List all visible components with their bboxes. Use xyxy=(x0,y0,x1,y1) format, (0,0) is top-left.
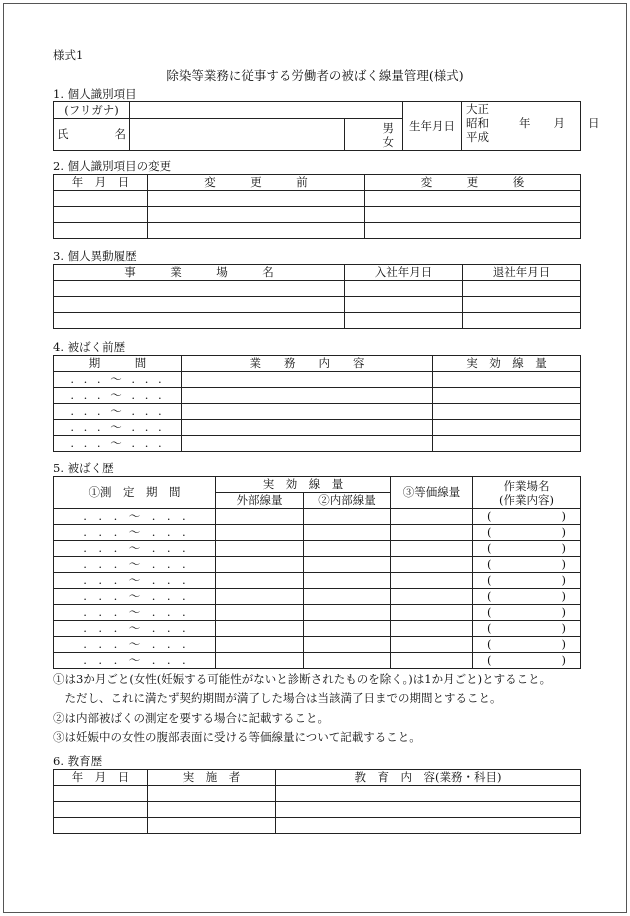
period-cell[interactable]: . . . 〜 . . . xyxy=(54,589,216,605)
table-cell[interactable] xyxy=(54,191,148,207)
header-effective-dose: 実 効 線 量 xyxy=(216,477,391,493)
workplace-cell[interactable]: ( ) xyxy=(473,541,581,557)
table-cell[interactable] xyxy=(182,388,433,404)
table-cell[interactable] xyxy=(182,436,433,452)
table-cell[interactable] xyxy=(304,541,391,557)
period-cell[interactable]: . . . 〜 . . . xyxy=(54,525,216,541)
table-cell[interactable] xyxy=(148,802,276,818)
dob-ymd: 年 月 日 xyxy=(519,116,600,130)
furigana-label: (フリガナ) xyxy=(54,102,130,119)
table-cell[interactable] xyxy=(148,818,276,834)
header-implementer: 実 施 者 xyxy=(148,770,276,786)
table-cell[interactable] xyxy=(365,191,581,207)
table-cell[interactable] xyxy=(216,605,304,621)
header-measure-period: ①測 定 期 間 xyxy=(54,477,216,509)
workplace-cell[interactable]: ( ) xyxy=(473,525,581,541)
table-cell[interactable] xyxy=(391,509,473,525)
header-workplace-name: 作業場名 xyxy=(503,478,550,493)
header-work-content: (作業内容) xyxy=(499,492,554,507)
table-cell[interactable] xyxy=(345,297,463,313)
furigana-field[interactable] xyxy=(130,102,403,119)
workplace-cell[interactable]: ( ) xyxy=(473,573,581,589)
table-cell[interactable] xyxy=(463,281,581,297)
table-cell[interactable] xyxy=(433,436,581,452)
header-internal-dose: ②内部線量 xyxy=(304,493,391,509)
table-cell[interactable] xyxy=(182,420,433,436)
table-cell[interactable] xyxy=(304,621,391,637)
exposure-rows xyxy=(54,509,581,669)
table-cell[interactable] xyxy=(433,372,581,388)
table-cell[interactable] xyxy=(148,223,365,239)
workplace-cell[interactable]: ( ) xyxy=(473,621,581,637)
form-label: 様式1 xyxy=(53,48,84,62)
personal-id-table xyxy=(53,101,600,151)
period-cell[interactable]: . . . 〜 . . . xyxy=(54,372,182,388)
exposure-history-table xyxy=(53,476,581,669)
header-equivalent-dose: ③等価線量 xyxy=(391,477,473,509)
workplace-cell[interactable]: ( ) xyxy=(473,637,581,653)
table-cell[interactable] xyxy=(391,589,473,605)
workplace-cell[interactable]: ( ) xyxy=(473,653,581,669)
table-cell[interactable] xyxy=(216,573,304,589)
table-cell[interactable] xyxy=(54,313,345,329)
table-cell[interactable] xyxy=(216,557,304,573)
era-heisei: 平成 xyxy=(466,130,489,144)
era-showa: 昭和 xyxy=(466,116,489,130)
table-cell[interactable] xyxy=(276,818,581,834)
header-period: 期 間 xyxy=(54,356,182,372)
table-cell[interactable] xyxy=(463,297,581,313)
table-cell[interactable] xyxy=(391,653,473,669)
header-workplace xyxy=(473,477,581,509)
header-education-content: 教 育 内 容(業務・科目) xyxy=(276,770,581,786)
workplace-cell[interactable]: ( ) xyxy=(473,589,581,605)
table-cell[interactable] xyxy=(148,207,365,223)
table-cell[interactable] xyxy=(433,420,581,436)
table-cell[interactable] xyxy=(345,281,463,297)
table-cell[interactable] xyxy=(216,637,304,653)
table-cell[interactable] xyxy=(304,557,391,573)
period-cell[interactable]: . . . 〜 . . . xyxy=(54,605,216,621)
workplace-cell[interactable]: ( ) xyxy=(473,509,581,525)
period-cell[interactable]: . . . 〜 . . . xyxy=(54,653,216,669)
header-external-dose: 外部線量 xyxy=(216,493,304,509)
table-cell[interactable] xyxy=(216,621,304,637)
header-date: 年 月 日 xyxy=(54,175,148,191)
table-cell[interactable] xyxy=(182,404,433,420)
note-2: ②は内部被ばくの測定を要する場合に記載すること。 xyxy=(53,711,329,725)
note-1: ①は3か月ごと(女性(妊娠する可能性がないと診断されたものを除く。)は1か月ごと)とすること。 xyxy=(53,672,552,686)
header-before: 変 更 前 xyxy=(148,175,365,191)
table-cell[interactable] xyxy=(304,605,391,621)
transfer-history-table xyxy=(53,264,581,329)
header-after: 変 更 後 xyxy=(365,175,581,191)
table-cell[interactable] xyxy=(391,573,473,589)
name-label: 氏 名 xyxy=(54,119,130,151)
table-cell[interactable] xyxy=(216,653,304,669)
table-cell[interactable] xyxy=(276,802,581,818)
gender-female: 女 xyxy=(382,134,394,149)
header-leave-date: 退社年月日 xyxy=(463,265,581,281)
table-cell[interactable] xyxy=(148,191,365,207)
header-date: 年 月 日 xyxy=(54,770,148,786)
table-cell[interactable] xyxy=(54,818,148,834)
section-4-heading: 4. 被ばく前歴 xyxy=(53,340,126,354)
table-cell[interactable] xyxy=(365,223,581,239)
name-field[interactable] xyxy=(130,119,345,151)
period-cell[interactable]: . . . 〜 . . . xyxy=(54,541,216,557)
period-cell[interactable]: . . . 〜 . . . xyxy=(54,573,216,589)
table-cell[interactable] xyxy=(433,404,581,420)
table-cell[interactable] xyxy=(391,525,473,541)
table-cell[interactable] xyxy=(304,589,391,605)
table-cell[interactable] xyxy=(276,786,581,802)
period-cell[interactable]: . . . 〜 . . . xyxy=(54,621,216,637)
table-cell[interactable] xyxy=(54,802,148,818)
period-cell[interactable]: . . . 〜 . . . xyxy=(54,388,182,404)
table-cell[interactable] xyxy=(216,509,304,525)
table-cell[interactable] xyxy=(391,557,473,573)
table-cell[interactable] xyxy=(182,372,433,388)
period-cell[interactable]: . . . 〜 . . . xyxy=(54,436,182,452)
table-cell[interactable] xyxy=(391,637,473,653)
workplace-cell[interactable]: ( ) xyxy=(473,605,581,621)
gender-male: 男 xyxy=(382,120,394,135)
section-3-heading: 3. 個人異動履歴 xyxy=(53,249,137,263)
table-cell[interactable] xyxy=(463,313,581,329)
table-cell[interactable] xyxy=(391,621,473,637)
period-cell[interactable]: . . . 〜 . . . xyxy=(54,557,216,573)
workplace-cell[interactable]: ( ) xyxy=(473,557,581,573)
table-cell[interactable] xyxy=(148,786,276,802)
table-cell[interactable] xyxy=(391,541,473,557)
table-cell[interactable] xyxy=(391,605,473,621)
table-cell[interactable] xyxy=(54,281,345,297)
period-cell[interactable]: . . . 〜 . . . xyxy=(54,404,182,420)
section-6-heading: 6. 教育歴 xyxy=(53,754,103,768)
table-cell[interactable] xyxy=(304,637,391,653)
table-cell[interactable] xyxy=(54,297,345,313)
table-cell[interactable] xyxy=(54,786,148,802)
table-cell[interactable] xyxy=(433,388,581,404)
period-cell[interactable]: . . . 〜 . . . xyxy=(54,509,216,525)
note-3: ③は妊娠中の女性の腹部表面に受ける等価線量について記載すること。 xyxy=(53,730,421,744)
table-cell[interactable] xyxy=(304,509,391,525)
section-2-heading: 2. 個人識別項目の変更 xyxy=(53,159,172,173)
header-join-date: 入社年月日 xyxy=(345,265,463,281)
dob-label: 生年月日 xyxy=(403,102,462,151)
header-effective-dose: 実 効 線 量 xyxy=(433,356,581,372)
table-cell[interactable] xyxy=(216,525,304,541)
table-cell[interactable] xyxy=(304,573,391,589)
table-cell[interactable] xyxy=(304,525,391,541)
era-taisho: 大正 xyxy=(466,102,489,116)
table-cell[interactable] xyxy=(54,223,148,239)
table-cell[interactable] xyxy=(216,589,304,605)
table-cell[interactable] xyxy=(304,653,391,669)
education-history-table xyxy=(53,769,581,834)
table-cell[interactable] xyxy=(365,207,581,223)
period-cell[interactable]: . . . 〜 . . . xyxy=(54,420,182,436)
header-workplace: 事 業 場 名 xyxy=(54,265,345,281)
table-cell[interactable] xyxy=(54,207,148,223)
dob-field[interactable] xyxy=(462,102,600,151)
period-cell[interactable]: . . . 〜 . . . xyxy=(54,637,216,653)
form-title: 除染等業務に従事する労働者の被ばく線量管理(様式) xyxy=(166,68,464,83)
section-5-heading: 5. 被ばく歴 xyxy=(53,461,114,475)
section-1-heading: 1. 個人識別項目 xyxy=(53,87,137,101)
table-cell[interactable] xyxy=(345,313,463,329)
prior-exposure-table xyxy=(53,355,581,452)
note-1-cont: ただし、これに満たず契約期間が満了した場合は当該満了日までの期間とすること。 xyxy=(53,691,502,705)
header-work-content: 業 務 内 容 xyxy=(182,356,433,372)
id-change-table xyxy=(53,174,581,239)
table-cell[interactable] xyxy=(216,541,304,557)
gender-field[interactable] xyxy=(345,119,403,151)
